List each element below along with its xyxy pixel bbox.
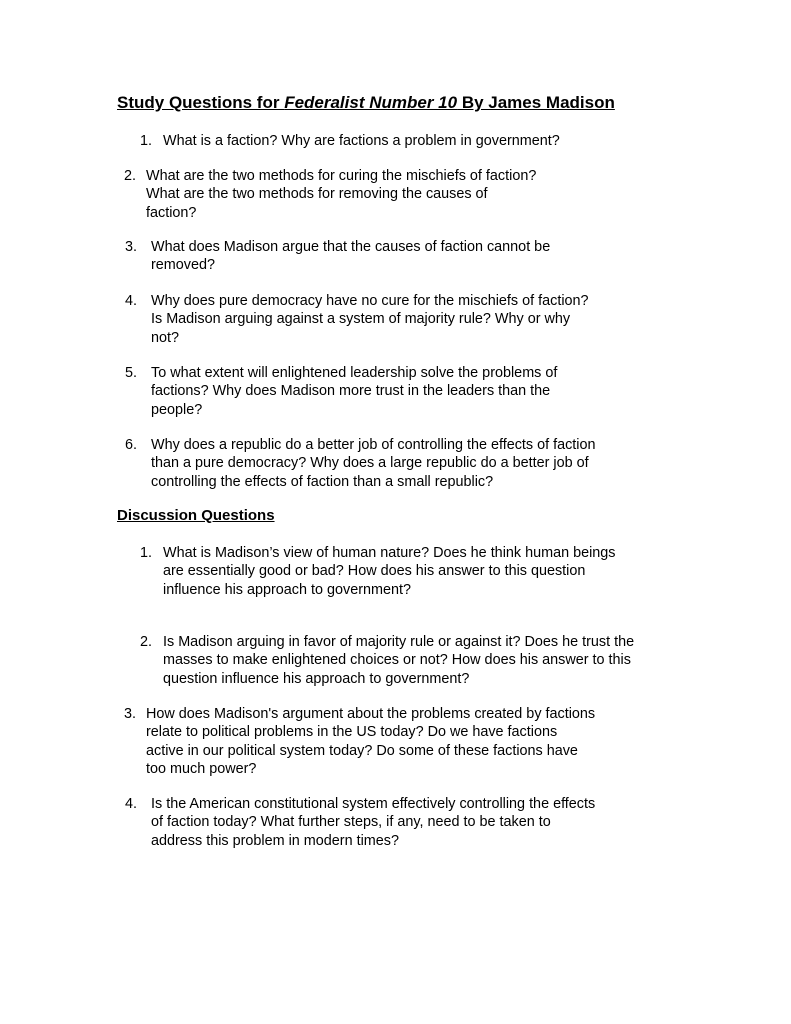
question-line: Why does a republic do a better job of controlling the effects of faction [151,437,596,453]
question-line: How does Madison's argument about the problems created by factions [146,706,596,722]
document-title [117,93,615,113]
study-question-3 [125,238,551,275]
question-number: 3. [124,706,137,722]
title-prefix: Study Questions for [117,93,285,112]
question-line: influence his approach to government? [163,581,411,598]
study-question-2 [124,167,537,222]
study-question-5 [125,364,558,419]
question-line: than a pure democracy? Why does a large republic do a better job of [151,455,589,472]
question-number: 1. [140,133,153,149]
question-line: not? [151,329,180,346]
study-question-4 [125,292,589,347]
discussion-question-2 [140,633,635,688]
question-line: What does Madison argue that the causes of faction cannot be [151,239,551,255]
question-number: 4. [125,796,138,812]
question-line: faction? [146,204,197,221]
question-number: 2. [140,634,153,650]
question-line: of faction today? What further steps, if any, need to be taken to [151,814,551,831]
discussion-question-3 [124,705,596,778]
question-line: too much power? [146,760,257,777]
question-line: people? [151,401,203,418]
question-line: What is Madison’s view of human nature? Does he think human beings [163,545,616,561]
question-line: What is a faction? Why are factions a problem in government? [163,133,560,149]
question-line: factions? Why does Madison more trust in the leaders than the [151,383,551,400]
question-number: 6. [125,437,138,453]
question-line: Is Madison arguing against a system of majority rule? Why or why [151,311,571,328]
question-line: address this problem in modern times? [151,832,399,849]
question-line: Is Madison arguing in favor of majority rule or against it? Does he trust the [163,634,635,650]
question-line: Is the American constitutional system effectively controlling the effects [151,796,596,812]
question-line: are essentially good or bad? How does his answer to this question [163,563,586,580]
question-line: removed? [151,257,215,274]
question-line: Why does pure democracy have no cure for the mischiefs of faction? [151,293,589,309]
question-line: masses to make enlightened choices or not? How does his answer to this [163,652,631,669]
title-italic: Federalist Number 10 [284,93,458,112]
discussion-heading: Discussion Questions [117,507,275,524]
question-number: 2. [124,168,137,184]
study-question-1 [140,132,560,150]
question-number: 4. [125,293,138,309]
question-line: relate to political problems in the US today? Do we have factions [146,724,558,741]
question-line: What are the two methods for removing the causes of [146,186,488,203]
discussion-question-1 [140,544,616,599]
question-line: What are the two methods for curing the mischiefs of faction? [146,168,537,184]
question-line: To what extent will enlightened leadership solve the problems of [151,365,558,381]
title-suffix: By James Madison [457,93,615,112]
question-number: 1. [140,545,153,561]
question-line: active in our political system today? Do some of these factions have [146,742,578,759]
question-number: 3. [125,239,138,255]
question-number: 5. [125,365,138,381]
question-line: question influence his approach to government? [163,670,470,687]
study-question-6 [125,436,596,491]
question-line: controlling the effects of faction than a small republic? [151,473,494,490]
discussion-question-4 [125,795,596,850]
